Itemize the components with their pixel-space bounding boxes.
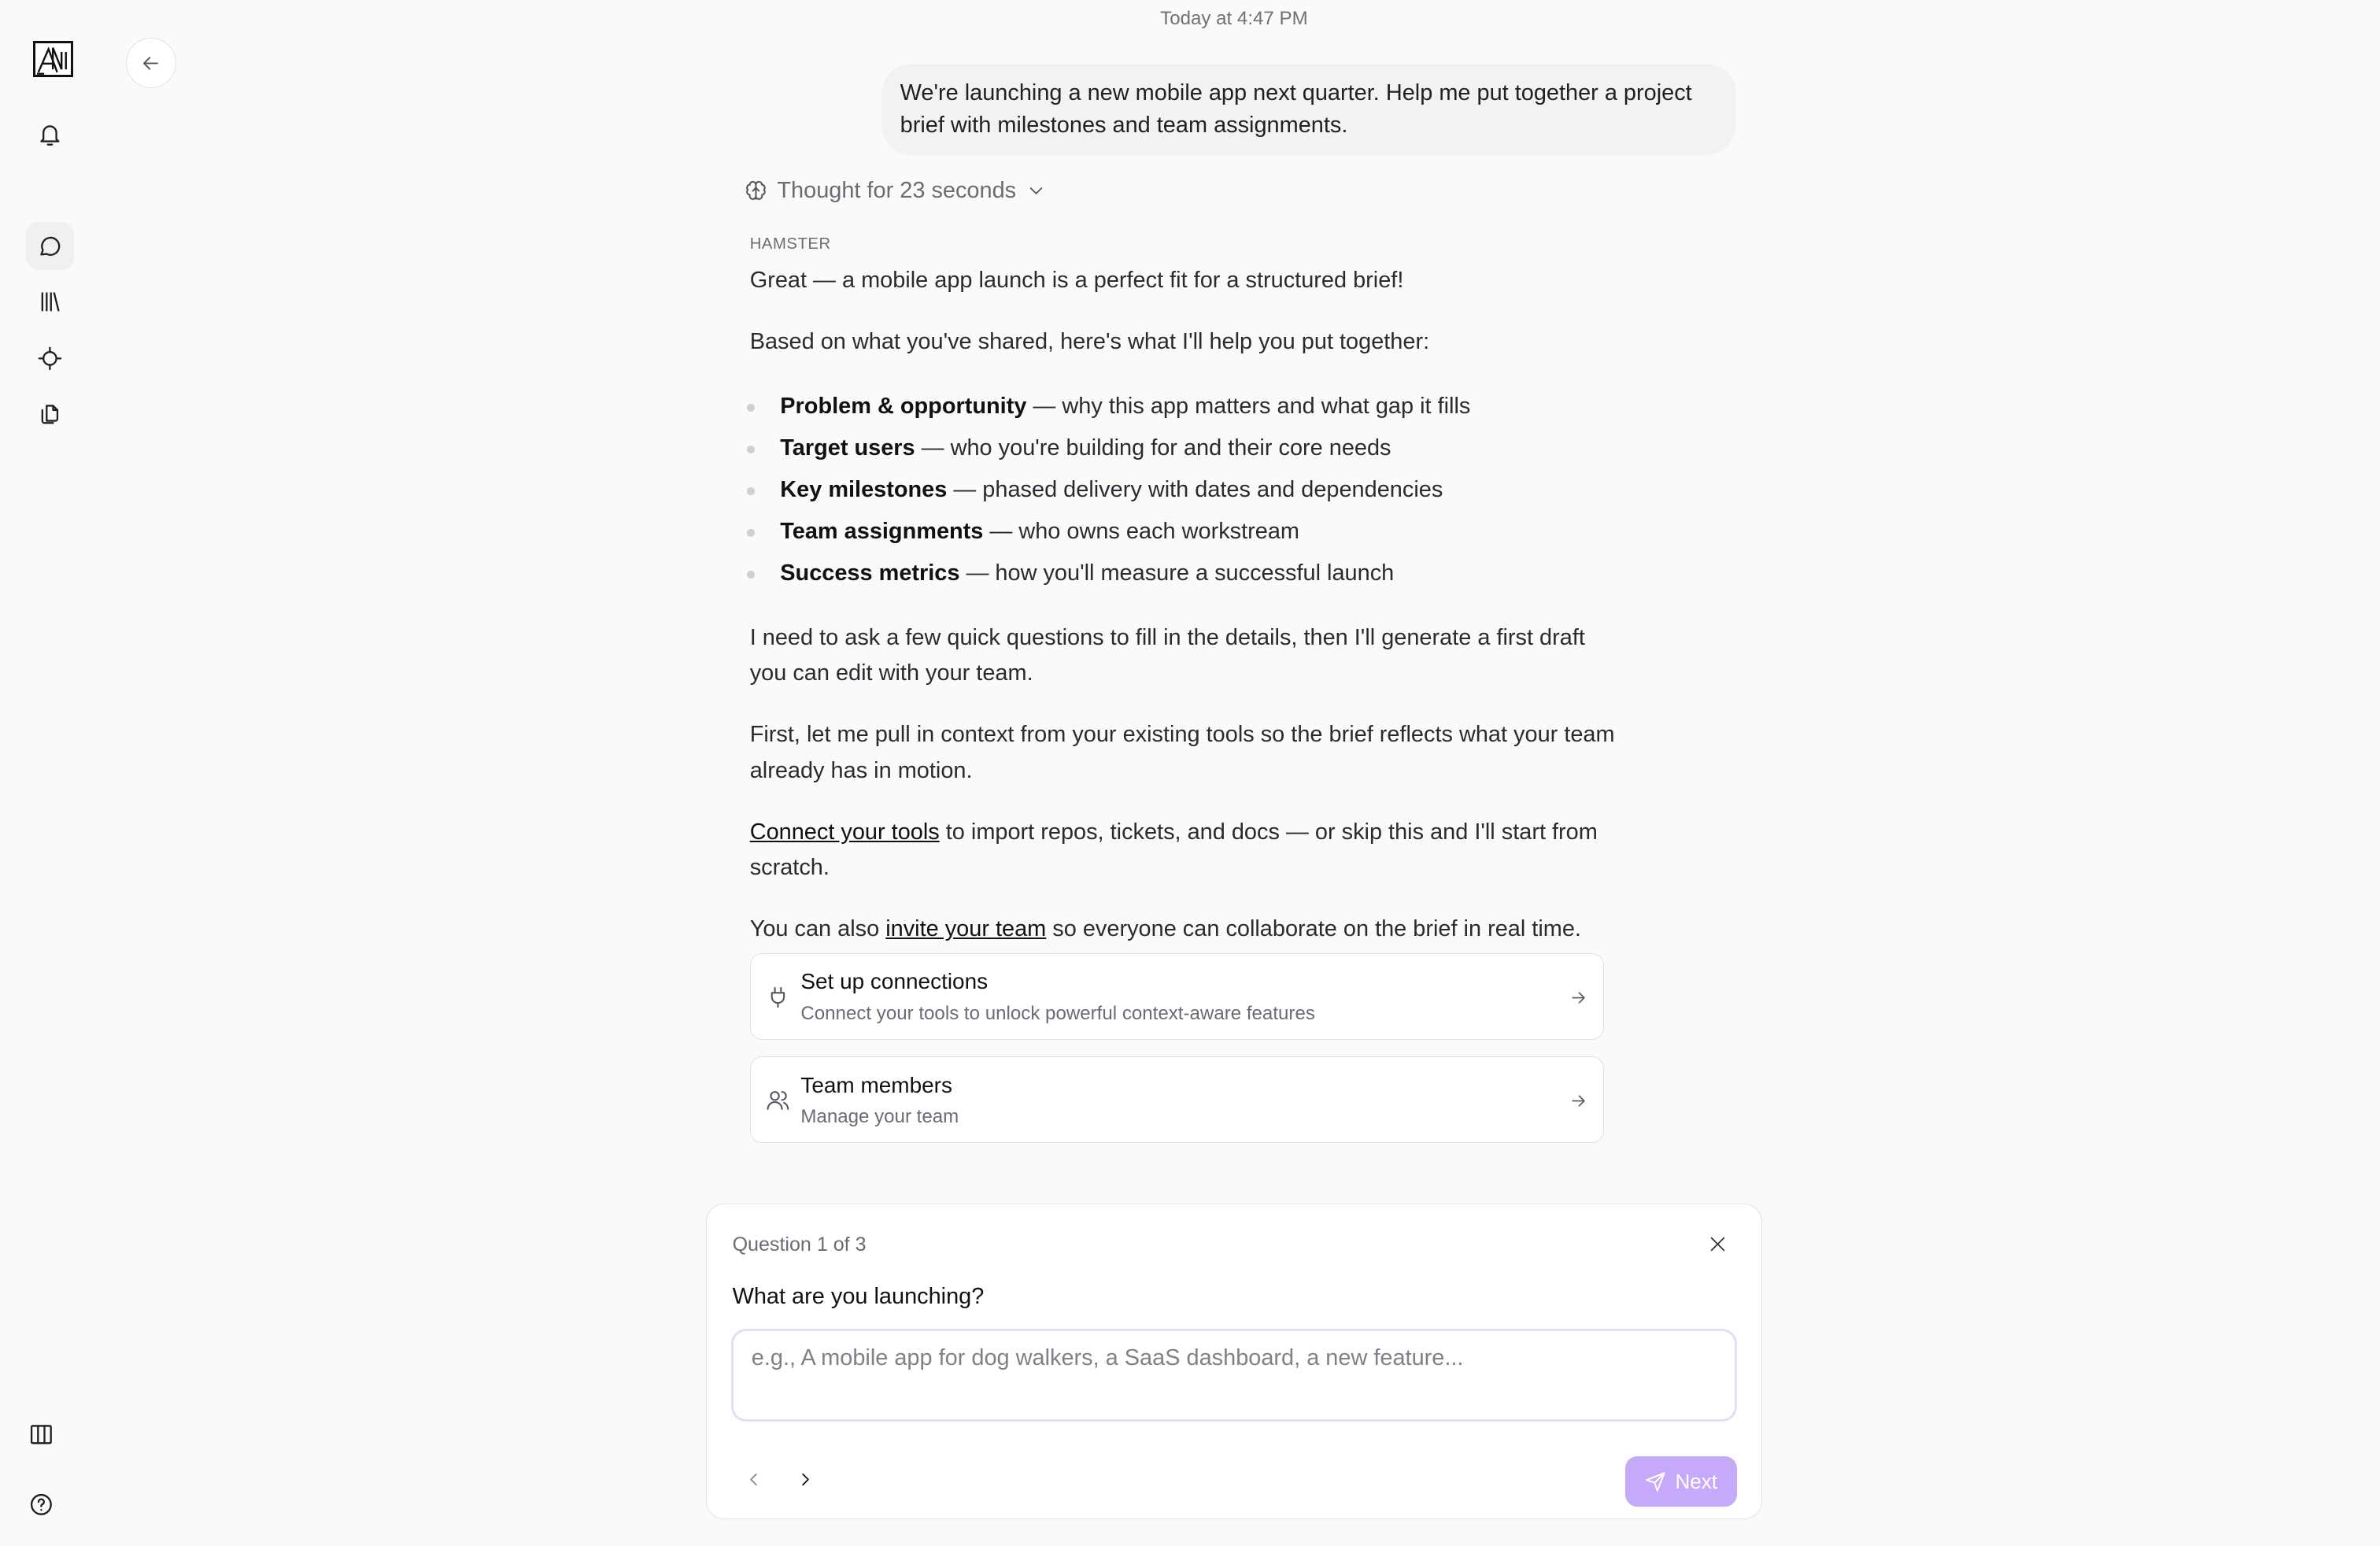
intro-text: Great — a mobile app launch is a perfect fit for a structured brief! [749, 267, 1404, 293]
close-icon[interactable] [1707, 1233, 1728, 1255]
list-item [750, 427, 1615, 469]
thought-label: Thought for 23 seconds [777, 177, 1017, 203]
send-icon [1645, 1471, 1666, 1492]
item-title: Success metrics [780, 560, 960, 586]
card-title: Team members [800, 1072, 952, 1097]
item-title: Target users [780, 435, 915, 460]
chat-icon[interactable] [26, 222, 75, 271]
lead-text: Based on what you've shared, here's what I'll help you put together: [749, 328, 1430, 354]
help-icon[interactable] [17, 1480, 65, 1529]
card-subtitle: Connect your tools to unlock powerful context-aware features [800, 1002, 1315, 1024]
list-item [750, 386, 1615, 427]
team-members-card[interactable] [750, 1056, 1605, 1143]
next-button[interactable] [1625, 1456, 1738, 1507]
timestamp: Today at 4:47 PM [1160, 7, 1308, 29]
question-counter: Question 1 of 3 [732, 1233, 867, 1256]
bell-icon[interactable] [26, 111, 75, 160]
arrow-right-icon [1569, 1091, 1588, 1111]
connect-tools-link[interactable]: Connect your tools [749, 819, 940, 845]
question-text: What are you launching? [732, 1283, 985, 1309]
arrow-right-icon [1569, 988, 1588, 1008]
arrow-left-icon [139, 52, 162, 75]
invite-text [750, 912, 1615, 947]
chevron-right-icon[interactable] [795, 1469, 816, 1490]
back-button[interactable] [126, 38, 176, 88]
invite-text-post: so everyone can collaborate on the brief in real time. [1046, 916, 1581, 942]
thought-toggle[interactable] [744, 178, 1047, 204]
brain-icon [744, 179, 768, 203]
question-panel [706, 1204, 1762, 1519]
brief-sections-list [750, 386, 1615, 594]
card-title: Set up connections [800, 969, 989, 994]
item-desc: — phased delivery with dates and dependencies [947, 476, 1443, 502]
connect-text [750, 815, 1615, 886]
plug-icon [766, 985, 790, 1009]
answer-input[interactable] [731, 1329, 1738, 1422]
item-title: Team assignments [780, 518, 984, 544]
connect-text-rest: to import repos, tickets, and docs — or skip this and I'll start from scratch. [749, 819, 1598, 880]
card-subtitle: Manage your team [800, 1105, 959, 1127]
item-desc: — why this app matters and what gap it fills [1026, 393, 1471, 419]
app-logo[interactable] [33, 41, 72, 77]
assistant-name: HAMSTER [749, 235, 831, 253]
item-desc: — who you're building for and their core needs [915, 435, 1391, 460]
list-item [750, 511, 1615, 553]
users-icon [766, 1088, 790, 1112]
chevron-down-icon [1026, 180, 1047, 202]
documents-icon[interactable] [26, 390, 75, 439]
sidebar-toggle-icon[interactable] [17, 1411, 65, 1459]
item-desc: — who owns each workstream [983, 518, 1299, 544]
context-text: First, let me pull in context from your existing tools so the brief reflects what your team already has in motion. [749, 722, 1615, 783]
user-message: We're launching a new mobile app next quarter. Help me put together a project brief with milestones and team assignments. [881, 64, 1736, 155]
library-icon[interactable] [26, 278, 75, 327]
item-title: Key milestones [780, 476, 948, 502]
invite-text-pre: You can also [749, 916, 886, 942]
item-desc: — how you'll measure a successful launch [959, 560, 1395, 586]
list-item [750, 469, 1615, 511]
chevron-left-icon[interactable] [743, 1469, 764, 1490]
assistant-message [750, 263, 1615, 974]
questions-text: I need to ask a few quick questions to fill in the details, then I'll generate a first draft you can edit with your team. [749, 624, 1585, 686]
target-icon[interactable] [26, 334, 75, 383]
setup-connections-card[interactable] [750, 953, 1605, 1040]
next-label: Next [1675, 1469, 1717, 1493]
item-title: Problem & opportunity [780, 393, 1027, 419]
list-item [750, 553, 1615, 594]
invite-team-link[interactable]: invite your team [885, 916, 1047, 942]
